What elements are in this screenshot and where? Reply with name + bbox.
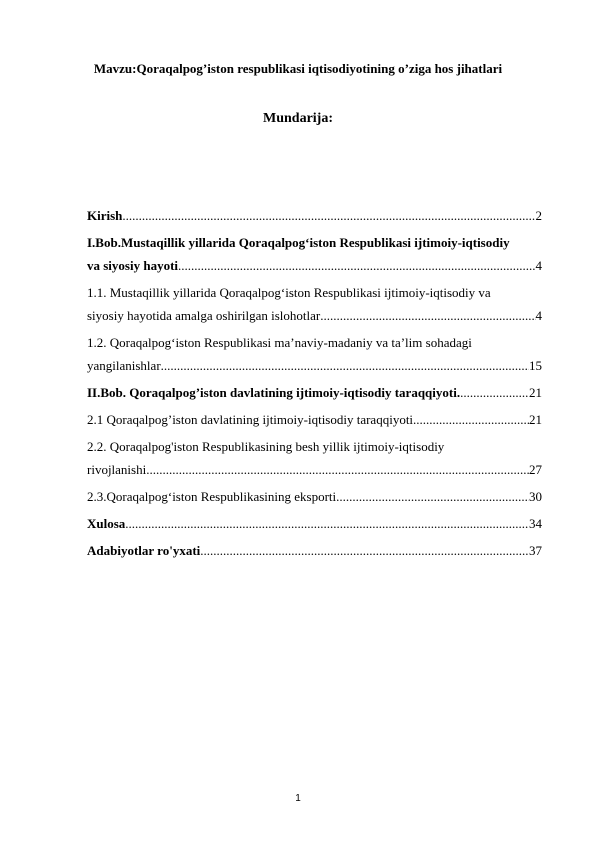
toc-leader-dots [336,485,529,508]
toc-leader-dots [146,458,529,481]
toc-leader-dots [200,539,529,562]
toc-page-number: 4 [535,308,542,323]
toc-entry-text: II.Bob. Qoraqalpog’iston davlatining ijtimoiy-iqtisodiy taraqqiyoti. [87,385,461,400]
toc-entry-text: Xulosa [87,516,126,531]
toc-page-number: 2 [535,208,542,223]
toc-entry-text: Adabiyotlar ro'yxati [87,543,201,558]
toc-entry-sec11[interactable] [87,281,542,327]
document-title: Mavzu:Qoraqalpog’iston respublikasi iqtisodiyotining o’ziga hos jihatlari [93,61,503,76]
toc-entry-bob2[interactable] [87,381,542,404]
toc-entry-text: va siyosiy hayoti [87,258,179,273]
toc-entry-text: 2.3.Qoraqalpog‘iston Respublikasining eksporti [87,489,337,504]
toc-entry-text: yangilanishlar [87,358,161,373]
toc-leader-dots [122,204,535,227]
toc-page-number: 34 [529,516,542,531]
toc-entry-bob1[interactable] [87,231,542,277]
toc-entry-kirish[interactable] [87,204,542,227]
toc-page-number: 30 [529,489,542,504]
toc-entry-adabiyot[interactable] [87,539,542,562]
toc-entry-text: 2.1 Qoraqalpog’iston davlatining ijtimoiy-iqtisodiy taraqqiyoti [87,412,414,427]
toc-entry-sec12[interactable] [87,331,542,377]
toc-entry-text: rivojlanishi [87,462,147,477]
toc-entry-sec22[interactable] [87,435,542,481]
toc-entry-sec23[interactable] [87,485,542,508]
toc-entry-text: 2.2. Qoraqalpog'iston Respublikasining besh yillik ijtimoiy-iqtisodiy [87,439,445,454]
toc-entry-xulosa[interactable] [87,512,542,535]
toc-leader-dots [125,512,529,535]
table-of-contents [87,204,542,566]
toc-entry-text: siyosiy hayotida amalga oshirilgan islohotlar [87,308,321,323]
toc-page-number: 15 [529,358,542,373]
toc-leader-dots [413,408,529,431]
toc-entry-text: 1.1. Mustaqillik yillarida Qoraqalpog‘iston Respublikasi ijtimoiy-iqtisodiy va [87,285,491,300]
page-number: 1 [295,793,301,804]
toc-page-number: 21 [529,385,542,400]
toc-leader-dots [320,304,535,327]
toc-entry-text: I.Bob.Mustaqillik yillarida Qoraqalpog‘iston Respublikasi ijtimoiy-iqtisodiy [87,235,510,250]
toc-leader-dots [161,354,529,377]
toc-leader-dots [460,381,529,404]
toc-heading: Mundarija: [263,111,333,126]
toc-page-number: 37 [529,543,542,558]
toc-page-number: 21 [529,412,542,427]
toc-entry-text: Kirish [87,208,123,223]
toc-entry-sec21[interactable] [87,408,542,431]
toc-spacer [87,562,542,566]
toc-page-number: 4 [535,258,542,273]
toc-page-number: 27 [529,462,542,477]
toc-leader-dots [178,254,535,277]
toc-entry-text: 1.2. Qoraqalpog‘iston Respublikasi ma’naviy-madaniy va ta’lim sohadagi [87,335,472,350]
